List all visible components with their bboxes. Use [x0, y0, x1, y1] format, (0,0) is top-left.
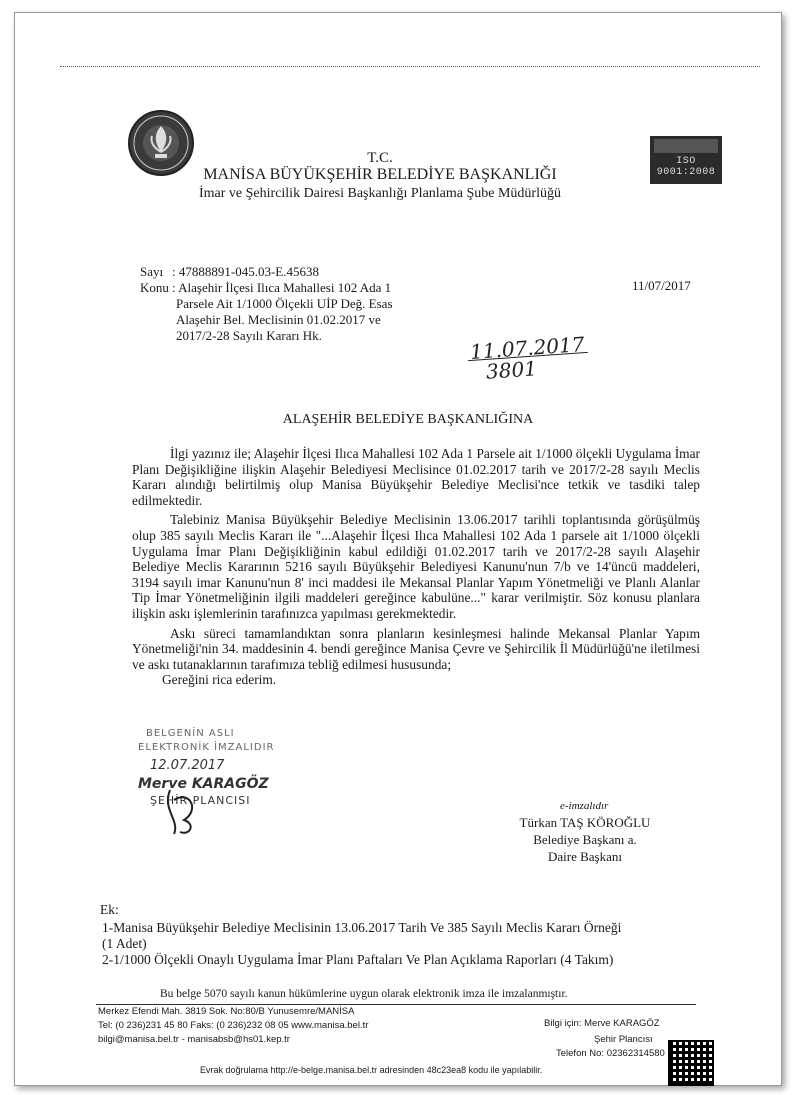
stamp-line-1: BELGENİN ASLI	[146, 728, 235, 739]
konu-line-2: Parsele Ait 1/1000 Ölçekli UİP Değ. Esas	[176, 296, 393, 311]
footer-info-contact: Bilgi için: Merve KARAGÖZ	[544, 1018, 660, 1029]
body-paragraph-3: Askı süreci tamamlandıktan sonra planların kesinleşmesi halinde Mekansal Planlar Yapım Yönetmeliği'nin 34. maddesinin 4. bendi gereğince Manisa Çevre ve Şehircilik İl Müdürlüğü'ne iletilmesi ve askı tutanaklarının tarafımıza tebliğ edilmesi hususunda;	[132, 625, 700, 672]
header-institution: MANİSA BÜYÜKŞEHİR BELEDİYE BAŞKANLIĞI	[203, 166, 557, 183]
konu-line-1: : Alaşehir İlçesi Ilıca Mahallesi 102 Ada 1	[172, 280, 392, 295]
attachment-1: 1-Manisa Büyükşehir Belediye Meclisinin 13.06.2017 Tarih Ve 385 Sayılı Meclis Kararı Örneği	[102, 920, 622, 935]
signatory-role-1: Belediye Başkanı a.	[533, 832, 637, 847]
sayi-label: Sayı	[140, 264, 164, 279]
body-paragraph-1: İlgi yazınız ile; Alaşehir İlçesi Ilıca Mahallesi 102 Ada 1 Parsele ait 1/1000 ölçekli Uygulama İmar Planı Değişikliğine ilişkin Alaşehir Belediyesi Meclisince 01.02.2017 tarih ve 2017/2-28 sayılı Meclis Kararı alındığı belirtilmiş olup Manisa Büyükşehir Belediye Meclisi'nce tetkik ve tasdiki talep edilmektedir.	[132, 446, 700, 508]
e-signature-notice: Bu belge 5070 sayılı kanun hükümlerine uygun olarak elektronik imza ile imzalanmıştır.	[160, 988, 568, 1000]
stamp-date: 12.07.2017	[150, 758, 225, 773]
e-signed-note: e-imzalıdır	[560, 800, 609, 812]
stamp-title: ŞEHİR PLANCISI	[150, 794, 251, 807]
iso-badge-text: ISO 9001:2008	[656, 156, 716, 178]
footer-verify: Evrak doğrulama http://e-belge.manisa.bel.tr adresinden 48c23ea8 kodu ile yapılabilir.	[200, 1065, 543, 1075]
document-date: 11/07/2017	[632, 278, 691, 293]
handwritten-date: 11.07.2017	[469, 332, 586, 364]
body-paragraph-2: Talebiniz Manisa Büyükşehir Belediye Meclisinin 13.06.2017 tarihli toplantısında görüşülmüş olup 385 sayılı Meclis Kararı ile "...Alaşehir İlçesi Ilıca Mahallesi 102 Ada 1 parsele ait 1/1000 ölçekli Uygulama İmar Planı Değişikliğinin kabul edildiği 01.02.2017 tarih ve 2017/2-28 sayılı Alaşehir Belediye Meclis Kararının 5216 sayılı Büyükşehir Belediyesi Kanunu'nun 7/b ve 14'üncü maddeleri, 3194 sayılı imar Kanunu'nun 8' inci maddesi ile Mekansal Planlar Yapım Yönetmeliği ve Planlı Alanlar Tip İmar Yönetmeliğinin ilgili maddeleri gereğince kabulüne..." karar verilmiştir. Söz konusu planlara ilişkin askı işlemlerinin tarafınızca yapılması gerekmektedir.	[132, 512, 700, 621]
konu-line-3: Alaşehir Bel. Meclisinin 01.02.2017 ve	[176, 312, 381, 327]
header-department: İmar ve Şehircilik Dairesi Başkanlığı Planlama Şube Müdürlüğü	[199, 186, 561, 201]
header-tc: T.C.	[367, 150, 393, 166]
attachments-label: Ek:	[100, 902, 119, 917]
handwritten-initials	[160, 780, 210, 845]
addressee: ALAŞEHİR BELEDİYE BAŞKANLIĞINA	[282, 412, 534, 427]
footer-divider	[96, 1004, 696, 1005]
qr-code-icon	[668, 1040, 714, 1086]
footer-address: Merkez Efendi Mah. 3819 Sok. No:80/B Yunusemre/MANİSA	[98, 1006, 355, 1017]
footer-phone: Tel: (0 236)231 45 80 Faks: (0 236)232 08 05 www.manisa.bel.tr	[98, 1020, 369, 1031]
letter-body	[132, 446, 700, 688]
konu-line-4: 2017/2-28 Sayılı Kararı Hk.	[176, 328, 322, 343]
footer-email: bilgi@manisa.bel.tr - manisabsb@hs01.kep.tr	[98, 1034, 290, 1045]
attachment-1-count: (1 Adet)	[102, 936, 147, 951]
handwritten-number: 3801	[485, 356, 538, 384]
footer-info-title: Şehir Plancısı	[594, 1034, 653, 1045]
footer-info-phone: Telefon No: 02362314580	[556, 1048, 665, 1059]
sayi-value: : 47888891-045.03-E.45638	[172, 264, 319, 279]
signatory-name: Türkan TAŞ KÖROĞLU	[519, 815, 651, 830]
konu-label: Konu	[140, 280, 169, 295]
stamp-line-2: ELEKTRONİK İMZALIDIR	[138, 742, 275, 753]
attachment-2: 2-1/1000 Ölçekli Onaylı Uygulama İmar Planı Paftaları Ve Plan Açıklama Raporları (4 Takım)	[102, 952, 614, 967]
body-paragraph-4: Gereğini rica ederim.	[162, 672, 277, 688]
signatory-role-2: Daire Başkanı	[547, 849, 622, 864]
stamp-name: Merve KARAGÖZ	[138, 776, 269, 792]
top-divider	[60, 66, 760, 67]
